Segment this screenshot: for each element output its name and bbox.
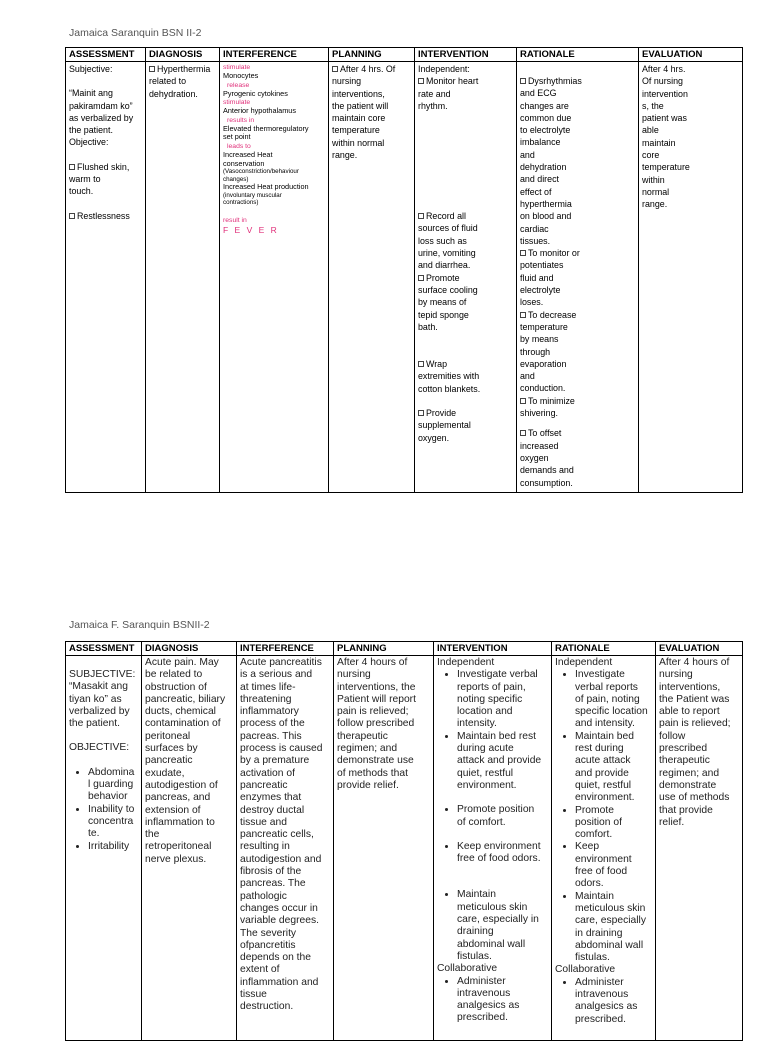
independent-list (437, 669, 548, 963)
diagnosis-text: Acute pain. May be related to obstruction of pancreatic, biliary ducts, chemical contamination of peritoneal surfaces by pancreatic exudate, autodigestion of pancreas, and extension of inflammation to the retroperitoneal nerve plexus. (145, 657, 226, 865)
rationale-text: To offset increased oxygen demands and consumption. (520, 428, 574, 488)
col-interference: INTERFERENCE (220, 48, 329, 62)
independent-list (555, 669, 652, 964)
rationale-item (520, 427, 635, 488)
col-rationale: RATIONALE (552, 642, 656, 656)
intervention-text: Wrap extremities with cotton blankets. (418, 359, 481, 394)
intervention-cell (434, 656, 552, 1041)
col-evaluation: EVALUATION (639, 48, 743, 62)
checkbox-icon (332, 66, 338, 72)
header-row (66, 642, 743, 656)
planning-cell (329, 62, 415, 493)
diagnosis-cell (142, 656, 237, 1041)
list-item: • Abdomina l guarding behavior (88, 767, 138, 804)
col-evaluation: EVALUATION (656, 642, 743, 656)
rationale-text: To decrease temperature by means through evaporation and conduction. (520, 309, 577, 394)
checkbox-icon (520, 78, 526, 84)
cue-text: Restlessness (77, 210, 130, 221)
rationale-cell (517, 62, 639, 493)
rationale-text: To minimize shivering. (520, 395, 575, 419)
list-item: • Maintain meticulous skin care, especially in draining abdominal wall fistulas. (457, 889, 548, 963)
checkbox-icon (418, 213, 424, 219)
care-plan-table-hyperthermia (65, 47, 743, 493)
intervention-text: Record all sources of fluid loss such as urine, vomiting and diarrhea. (418, 211, 478, 271)
flow-note: (Vasoconstriction/behaviour changes) (223, 168, 299, 183)
rationale-text: To monitor or potentiates fluid and electrolyte loses. (520, 248, 580, 308)
checkbox-icon (520, 398, 526, 404)
assessment-cell (66, 656, 142, 1041)
flow-label: stimulate (223, 64, 251, 71)
intervention-item (418, 210, 513, 271)
cue-text: Flushed skin, warm to touch. (69, 161, 130, 197)
intervention-item (418, 358, 513, 395)
planning-text: After 4 hrs. Of nursing interventions, the patient will maintain core temperature within normal range. (332, 64, 396, 161)
checkbox-icon (520, 250, 526, 256)
planning-cell (334, 656, 434, 1041)
rationale-cell (552, 656, 656, 1041)
checkbox-icon (418, 275, 424, 281)
col-planning: PLANNING (334, 642, 434, 656)
evaluation-text: After 4 hours of nursing interventions, the Patient was able to report pain is relieved; follow prescribed therapeutic regimen; and demonstrate use of methods that provide relief. (659, 657, 731, 828)
objective-label: Objective: (69, 137, 109, 148)
flow-label: leads to (227, 142, 251, 150)
col-interference: INTERFERENCE (237, 642, 334, 656)
list-item: • Keep environment free of food odors. (575, 841, 652, 890)
collaborative-heading: Collaborative (437, 963, 498, 975)
diagnosis-text: Hyperthermia related to dehydration. (149, 64, 211, 99)
checkbox-icon (520, 312, 526, 318)
list-item: • Inability to concentra te. (88, 804, 138, 841)
care-plan-table-acute-pain (65, 641, 743, 1041)
diagnosis-cell (146, 62, 220, 493)
checkbox-icon (69, 164, 75, 170)
table-row (66, 62, 743, 493)
intervention-cell (415, 62, 517, 493)
flow-label: results in (227, 116, 255, 124)
collaborative-list (555, 977, 652, 1026)
checkbox-icon (69, 213, 75, 219)
interference-cell (237, 656, 334, 1041)
flow-note: (involuntary muscular contractions) (223, 191, 282, 206)
intervention-item (418, 407, 513, 444)
interference-cell (220, 62, 329, 493)
col-intervention: INTERVENTION (434, 642, 552, 656)
rationale-item (520, 247, 635, 308)
collaborative-list (437, 976, 548, 1025)
checkbox-icon (520, 430, 526, 436)
flow-step: Monocytes (223, 71, 259, 80)
interference-text: Acute pancreatitis is a serious and at times life- threatening inflammatory process of the pacreas. This process is caused by a premature activation of pancreatic enzymes that destroy ductal tissue and pancreatic cells, resulting in autodigestion and fibrosis of the pancreas. The pathologic changes occur in variable degrees. The severity ofpancretitis depends on the extent of inflammation and tissue destruction. (240, 657, 323, 1013)
checkbox-icon (149, 66, 155, 72)
cue-flushed-skin (69, 161, 142, 198)
flow-step: Elevated thermoregulatory set point (223, 123, 309, 142)
list-item: • Investigate verbal reports of pain, noting specific location and intensity. (575, 669, 652, 730)
intervention-item (418, 75, 513, 112)
list-item: • Investigate verbal reports of pain, noting specific location and intensity. (457, 669, 548, 730)
rationale-item (520, 309, 635, 395)
checkbox-icon (418, 361, 424, 367)
intervention-heading: Independent: (418, 64, 470, 74)
rationale-item (520, 395, 635, 420)
flow-step: Increased Heat production (223, 181, 309, 191)
subjective-label: Subjective: (69, 64, 113, 74)
flow-label: stimulate (223, 99, 251, 107)
flow-label: release (227, 81, 250, 89)
list-item: • Administer intravenous analgesics as prescribed. (575, 977, 652, 1026)
evaluation-text: After 4 hrs. Of nursing intervention s, the patient was able maintain core temperature within normal range. (642, 64, 690, 210)
checkbox-icon (418, 410, 424, 416)
objective-cues (69, 767, 138, 853)
independent-heading: Independent (555, 657, 613, 668)
list-item: • Promote position of comfort. (457, 804, 548, 829)
col-rationale: RATIONALE (517, 48, 639, 62)
col-planning: PLANNING (329, 48, 415, 62)
intervention-item (418, 272, 513, 333)
list-item: • Maintain bed rest during acute attack and provide quiet, restful environment. (457, 731, 548, 792)
list-item: • Maintain meticulous skin care, especially in draining abdominal wall fistulas. (575, 891, 652, 965)
header-row (66, 48, 743, 62)
list-item: • Maintain bed rest during acute attack and provide quiet, restful environment. (575, 731, 652, 805)
objective-label: OBJECTIVE: (69, 742, 130, 754)
assessment-cell (66, 62, 146, 493)
author-name-2: Jamaica F. Saranquin BSNII-2 (69, 619, 210, 631)
rationale-item (520, 75, 635, 247)
list-item: • Promote position of comfort. (575, 805, 652, 842)
evaluation-cell (656, 656, 743, 1041)
list-item: • Keep environment free of food odors. (457, 841, 548, 866)
table-row (66, 656, 743, 1041)
flow-step: Pyrogenic cytokines (223, 88, 288, 98)
col-diagnosis: DIAGNOSIS (146, 48, 220, 62)
col-intervention: INTERVENTION (415, 48, 517, 62)
intervention-text: Monitor heart rate and rhythm. (418, 76, 479, 111)
planning-text: After 4 hours of nursing interventions, the Patient will report pain is relieved; follow prescribed therapeutic regimen; and demonstrate use of methods that provide relief. (337, 657, 416, 791)
collaborative-heading: Collaborative (555, 964, 616, 976)
flow-step: Anterior hypothalamus (223, 106, 297, 116)
intervention-text: Provide supplemental oxygen. (418, 408, 471, 443)
rationale-text: Dysrhythmias and ECG changes are common due to electrolyte imbalance and dehydration and direct effect of hyperthermia on blood and cardiac tissues. (520, 76, 582, 246)
col-diagnosis: DIAGNOSIS (142, 642, 237, 656)
list-item: • Administer intravenous analgesics as prescribed. (457, 976, 548, 1025)
col-assessment: ASSESSMENT (66, 48, 146, 62)
fever-result: F E V E R (223, 225, 279, 236)
col-assessment: ASSESSMENT (66, 642, 142, 656)
subjective-text: SUBJECTIVE: “Masakit ang tiyan ko” as verbalized by the patient. (69, 669, 136, 730)
intervention-text: Promote surface cooling by means of tepid sponge bath. (418, 272, 478, 332)
cue-restlessness (69, 210, 142, 222)
independent-heading: Independent (437, 657, 495, 668)
subjective-quote: “Mainit ang pakiramdam ko” as verbalized by the patient. (69, 88, 134, 136)
flow-step: Increased Heat conservation (223, 149, 273, 168)
flow-label: result in (223, 217, 247, 225)
evaluation-cell (639, 62, 743, 493)
list-item: • Irritability (88, 841, 138, 853)
checkbox-icon (418, 78, 424, 84)
author-name-1: Jamaica Saranquin BSN II-2 (69, 27, 202, 39)
